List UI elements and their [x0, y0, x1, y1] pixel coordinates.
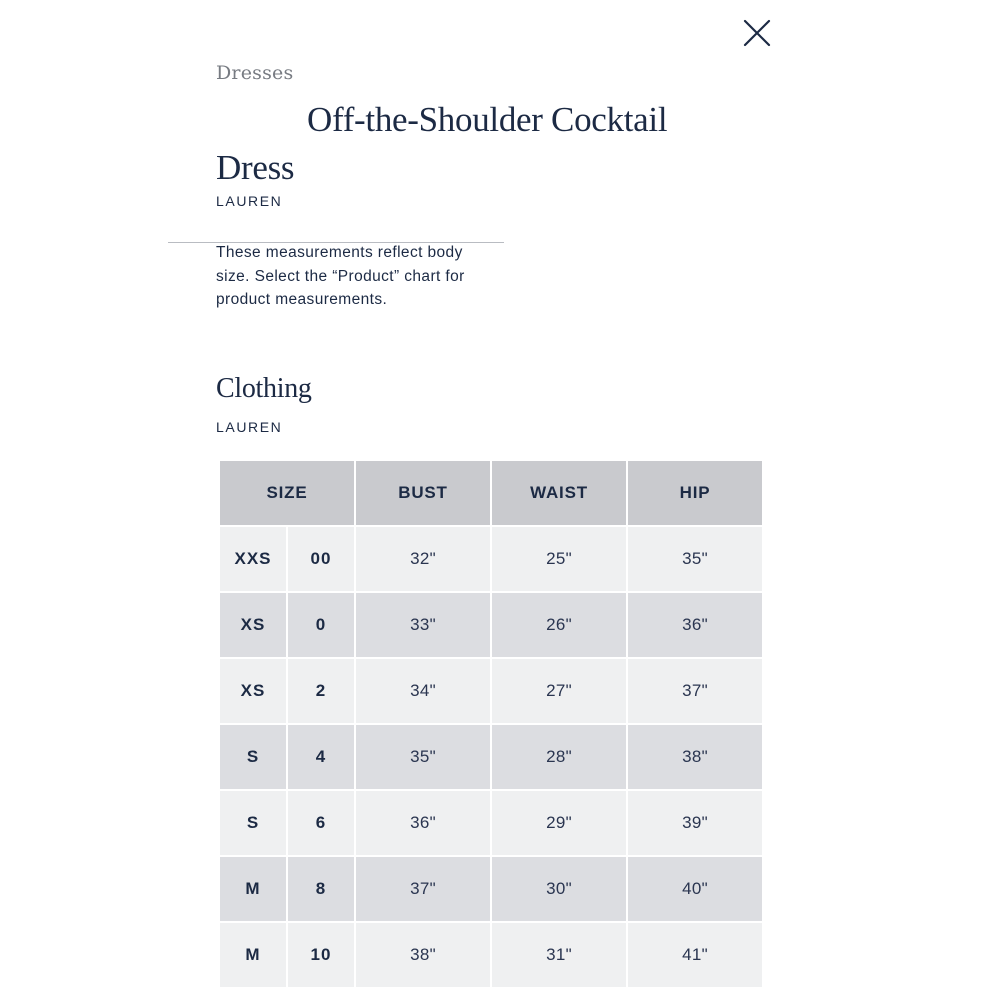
waist-value: 28" — [491, 724, 627, 790]
size-number: 10 — [287, 922, 355, 988]
bust-value: 35" — [355, 724, 491, 790]
product-title: Off-the-Shoulder Cocktail Dress — [216, 100, 668, 187]
size-number: 8 — [287, 856, 355, 922]
table-row — [219, 922, 763, 988]
hip-value: 41" — [627, 922, 763, 988]
hip-value: 37" — [627, 658, 763, 724]
size-letter: XS — [219, 658, 287, 724]
waist-value: 31" — [491, 922, 627, 988]
close-icon — [740, 16, 774, 50]
table-header-row — [219, 460, 763, 526]
bust-value: 34" — [355, 658, 491, 724]
size-letter: S — [219, 724, 287, 790]
waist-value: 25" — [491, 526, 627, 592]
waist-value: 26" — [491, 592, 627, 658]
table-row — [219, 790, 763, 856]
size-letter: M — [219, 922, 287, 988]
bust-value: 32" — [355, 526, 491, 592]
size-number: 00 — [287, 526, 355, 592]
bust-value: 37" — [355, 856, 491, 922]
hip-value: 38" — [627, 724, 763, 790]
section-brand: LAUREN — [216, 419, 283, 435]
table-row — [219, 592, 763, 658]
header-bust: BUST — [355, 460, 491, 526]
bust-value: 38" — [355, 922, 491, 988]
header-size: SIZE — [219, 460, 355, 526]
section-title: Clothing — [216, 373, 312, 404]
hip-value: 40" — [627, 856, 763, 922]
product-brand: LAUREN — [216, 193, 283, 209]
size-number: 6 — [287, 790, 355, 856]
size-letter: M — [219, 856, 287, 922]
bust-value: 36" — [355, 790, 491, 856]
waist-value: 27" — [491, 658, 627, 724]
size-letter: XXS — [219, 526, 287, 592]
size-number: 2 — [287, 658, 355, 724]
close-button[interactable] — [740, 16, 774, 50]
hip-value: 39" — [627, 790, 763, 856]
size-letter: XS — [219, 592, 287, 658]
size-letter: S — [219, 790, 287, 856]
size-chart-table — [218, 459, 764, 989]
category-label: Dresses — [216, 62, 294, 84]
size-number: 4 — [287, 724, 355, 790]
table-row — [219, 856, 763, 922]
bust-value: 33" — [355, 592, 491, 658]
measurement-note: These measurements reflect body size. Select the “Product” chart for product measurements. — [216, 244, 465, 308]
size-number: 0 — [287, 592, 355, 658]
hip-value: 36" — [627, 592, 763, 658]
table-row — [219, 658, 763, 724]
header-hip: HIP — [627, 460, 763, 526]
header-waist: WAIST — [491, 460, 627, 526]
table-row — [219, 526, 763, 592]
hip-value: 35" — [627, 526, 763, 592]
table-row — [219, 724, 763, 790]
waist-value: 29" — [491, 790, 627, 856]
waist-value: 30" — [491, 856, 627, 922]
